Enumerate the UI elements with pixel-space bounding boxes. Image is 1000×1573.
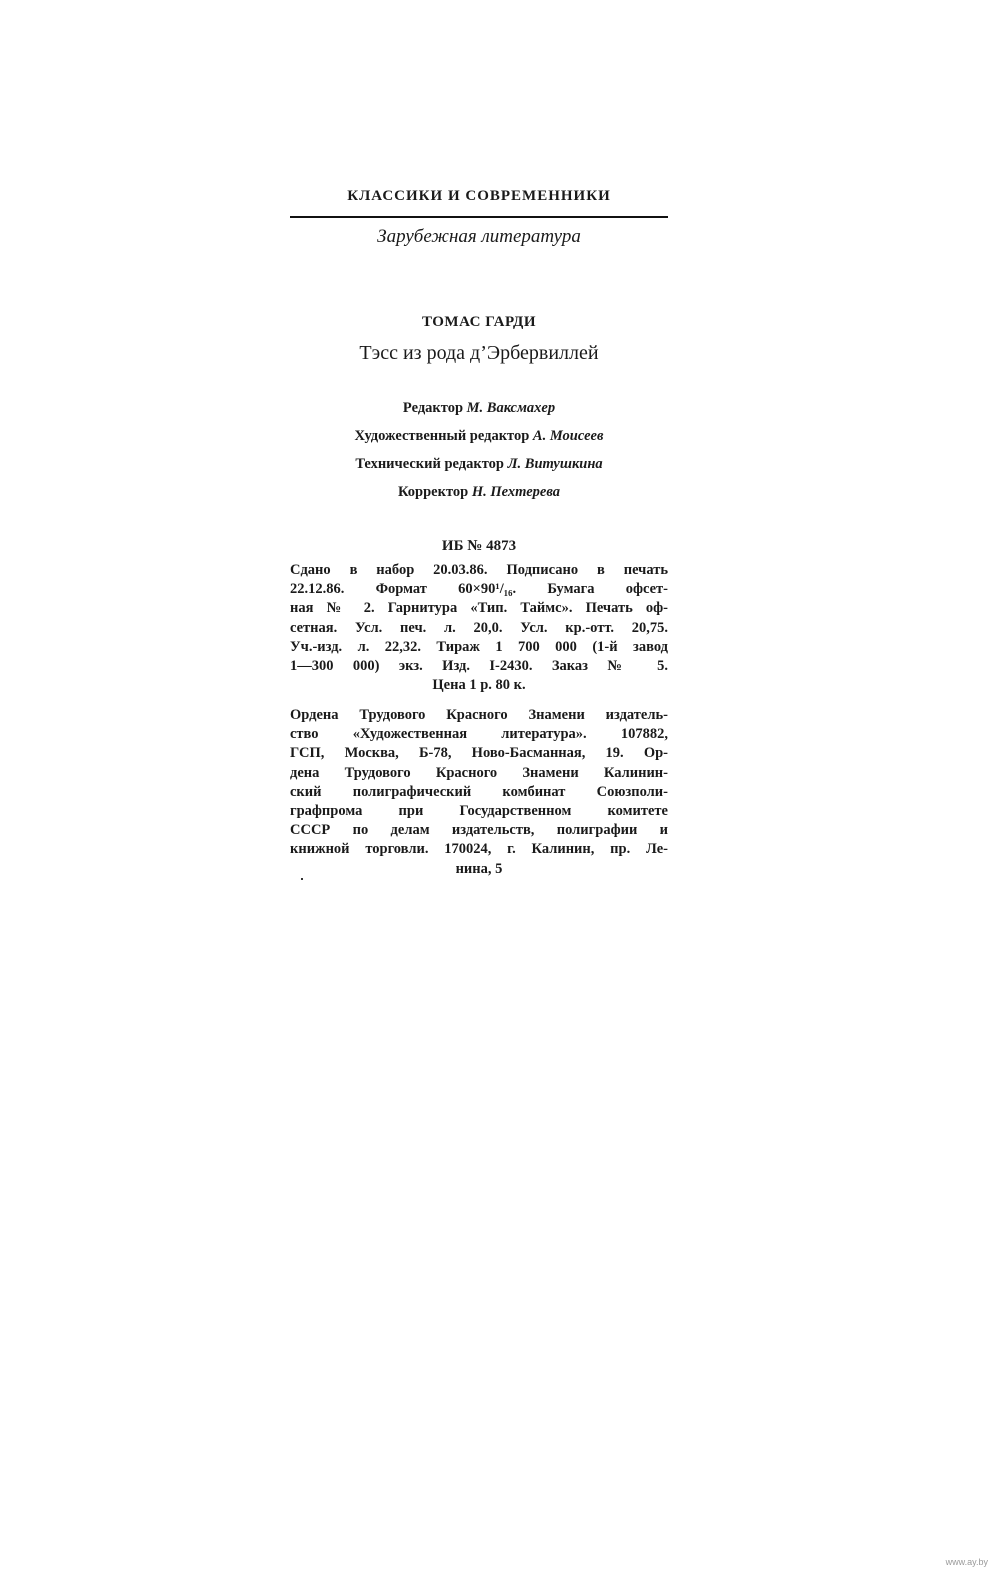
publisher-info-line: графпрома при Государственном комитете bbox=[290, 803, 668, 820]
ib-number: ИБ № 4873 bbox=[441, 538, 517, 554]
series-divider bbox=[290, 216, 668, 218]
publisher-info-line: книжной торговли. 170024, г. Калинин, пр. Ле- bbox=[290, 841, 668, 858]
ink-speck bbox=[301, 878, 303, 880]
series-heading: КЛАССИКИ И СОВРЕМЕННИКИ bbox=[347, 188, 611, 204]
credit-person: Л. Витушкина bbox=[507, 456, 603, 472]
print-details bbox=[290, 561, 668, 695]
credit-person: М. Ваксмахер bbox=[466, 400, 556, 416]
publisher-info-line: ство «Художественная литература». 107882, bbox=[290, 726, 668, 743]
subseries-heading: Зарубежная литература bbox=[377, 226, 581, 247]
credit-art-editor bbox=[290, 428, 668, 445]
book-title: Тэсс из рода д’Эрбервиллей bbox=[359, 342, 599, 364]
credit-role: Корректор bbox=[398, 484, 469, 500]
credit-role: Редактор bbox=[402, 400, 464, 416]
publisher-info bbox=[290, 706, 668, 879]
print-details-line: сетная. Усл. печ. л. 20,0. Усл. кр.-отт. 20,75. bbox=[290, 619, 668, 636]
print-details-line: Сдано в набор 20.03.86. Подписано в печать bbox=[290, 562, 668, 578]
print-details-line: 1—300 000) экз. Изд. I-2430. Заказ № 5. bbox=[290, 658, 668, 675]
credit-role: Технический редактор bbox=[355, 456, 504, 472]
credit-role: Художественный редактор bbox=[354, 428, 530, 444]
site-watermark: www.ay.by bbox=[945, 1557, 988, 1567]
credit-person: А. Моисеев bbox=[532, 428, 604, 444]
print-details-line: 22.12.86. Формат 60×90¹/₁₆. Бумага офсет- bbox=[290, 581, 668, 598]
publisher-info-line: ский полиграфический комбинат Союзполи- bbox=[290, 783, 668, 800]
author-name: ТОМАС ГАРДИ bbox=[421, 314, 537, 330]
publisher-info-line: СССР по делам издательств, полиграфии и bbox=[290, 822, 668, 839]
credit-proofreader bbox=[290, 484, 668, 501]
publisher-info-line: дена Трудового Красного Знамени Калинин- bbox=[290, 764, 668, 781]
publisher-info-line: Ордена Трудового Красного Знамени издатель- bbox=[290, 707, 668, 723]
credit-technical-editor bbox=[290, 456, 668, 473]
credit-person: Н. Пехтерева bbox=[471, 484, 560, 500]
credit-editor bbox=[290, 400, 668, 417]
print-details-line: ная № 2. Гарнитура «Тип. Таймс». Печать оф- bbox=[290, 600, 668, 617]
publisher-info-last-line: нина, 5 bbox=[455, 860, 503, 877]
price: Цена 1 р. 80 к. bbox=[432, 677, 526, 694]
publisher-info-line: ГСП, Москва, Б-78, Ново-Басманная, 19. Ор- bbox=[290, 745, 668, 762]
print-details-line: Уч.-изд. л. 22,32. Тираж 1 700 000 (1-й завод bbox=[290, 638, 668, 655]
